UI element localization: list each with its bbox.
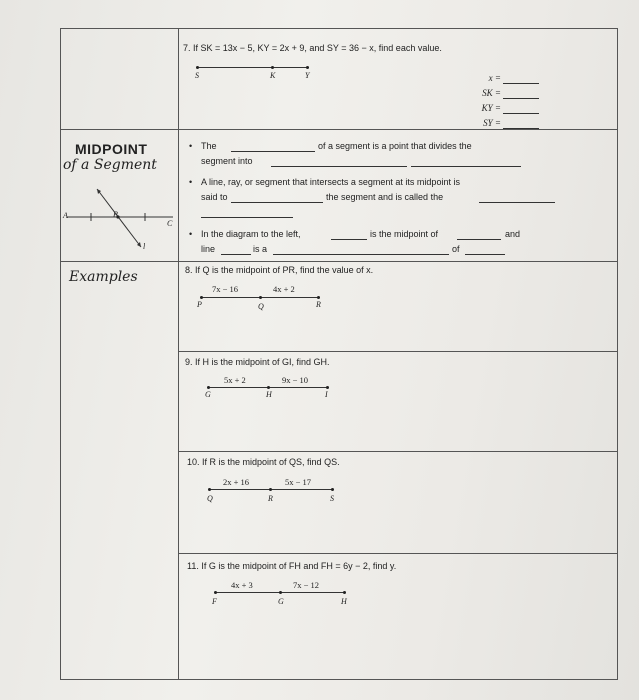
q11-point-label: G bbox=[278, 597, 284, 606]
q10-point-label: R bbox=[268, 494, 273, 503]
note-text: The bbox=[201, 141, 217, 151]
q7-answer-blank[interactable] bbox=[503, 105, 539, 114]
note-blank[interactable] bbox=[271, 158, 407, 167]
column-divider bbox=[178, 29, 179, 679]
note-blank[interactable] bbox=[221, 246, 251, 255]
note-text: line bbox=[201, 244, 216, 254]
note-blank[interactable] bbox=[457, 231, 501, 240]
row-divider bbox=[178, 451, 617, 452]
note-text: the segment and is called the bbox=[326, 192, 444, 202]
q10-point bbox=[269, 488, 272, 491]
bullet-icon: • bbox=[189, 141, 193, 151]
note-text: is a bbox=[253, 244, 268, 254]
q9-point-label: I bbox=[325, 390, 328, 399]
q9-left-expression: 5x + 2 bbox=[224, 375, 246, 385]
q9-point-label: G bbox=[205, 390, 211, 399]
q10-point bbox=[208, 488, 211, 491]
q9-prompt: 9. If H is the midpoint of GI, find GH. bbox=[185, 357, 330, 367]
note-blank[interactable] bbox=[331, 231, 367, 240]
q11-right-expression: 7x − 12 bbox=[293, 580, 320, 590]
q7-segment bbox=[197, 67, 309, 68]
q11-point-label: H bbox=[341, 597, 347, 606]
q10-point-label: Q bbox=[207, 494, 213, 503]
q9-point bbox=[207, 386, 210, 389]
worksheet-table bbox=[60, 28, 618, 680]
note-text: of a segment is a point that divides the bbox=[318, 141, 472, 151]
q8-point bbox=[317, 296, 320, 299]
q7-point-label: K bbox=[270, 71, 276, 80]
note-blank[interactable] bbox=[273, 246, 449, 255]
q7-answer-label: SK = bbox=[482, 88, 501, 98]
row-divider bbox=[61, 261, 617, 262]
examples-heading: Examples bbox=[69, 269, 138, 285]
q7-answer-blank[interactable] bbox=[503, 75, 539, 84]
bisector-diagram bbox=[61, 185, 177, 257]
q7-point bbox=[271, 66, 274, 69]
note-blank[interactable] bbox=[465, 246, 505, 255]
q9-point-label: H bbox=[266, 390, 272, 399]
row-divider bbox=[178, 553, 617, 554]
note-text: A line, ray, or segment that intersects a segment at its midpoint is bbox=[201, 177, 460, 187]
q9-point bbox=[326, 386, 329, 389]
q7-prompt: 7. If SK = 13x − 5, KY = 2x + 9, and SY = 36 − x, find each value. bbox=[183, 43, 442, 53]
q7-answer-label: SY = bbox=[483, 118, 501, 128]
q11-prompt: 11. If G is the midpoint of FH and FH = 6y − 2, find y. bbox=[187, 561, 397, 571]
row-divider bbox=[178, 351, 617, 352]
q11-point bbox=[343, 591, 346, 594]
q7-answer-label: x = bbox=[488, 73, 501, 83]
q8-point bbox=[200, 296, 203, 299]
q11-point-label: F bbox=[212, 597, 217, 606]
note-text: In the diagram to the left, bbox=[201, 229, 301, 239]
bullet-icon: • bbox=[189, 177, 193, 187]
bullet-icon: • bbox=[189, 229, 193, 239]
note-blank[interactable] bbox=[411, 158, 521, 167]
q11-left-expression: 4x + 3 bbox=[231, 580, 253, 590]
diagram-label: B bbox=[113, 210, 118, 219]
q10-point bbox=[331, 488, 334, 491]
diagram-label: A bbox=[63, 211, 68, 220]
note-blank[interactable] bbox=[201, 209, 293, 218]
note-text: and bbox=[505, 229, 521, 239]
q9-point bbox=[267, 386, 270, 389]
q8-point bbox=[259, 296, 262, 299]
q11-point bbox=[279, 591, 282, 594]
q7-point-label: S bbox=[195, 71, 199, 80]
q10-prompt: 10. If R is the midpoint of QS, find QS. bbox=[187, 457, 340, 467]
diagram-label: C bbox=[167, 219, 173, 228]
q8-prompt: 8. If Q is the midpoint of PR, find the value of x. bbox=[185, 265, 374, 275]
q8-left-expression: 7x − 16 bbox=[212, 284, 239, 294]
diagram-label: l bbox=[143, 242, 146, 251]
q10-right-expression: 5x − 17 bbox=[285, 477, 312, 487]
q11-point bbox=[214, 591, 217, 594]
section-title: MIDPOINT bbox=[75, 141, 148, 157]
q9-right-expression: 9x − 10 bbox=[282, 375, 309, 385]
q7-point bbox=[306, 66, 309, 69]
q7-answer-blank[interactable] bbox=[503, 90, 539, 99]
note-text: of bbox=[452, 244, 460, 254]
q8-point-label: P bbox=[197, 300, 202, 309]
q7-answer-label: KY = bbox=[481, 103, 501, 113]
q8-point-label: R bbox=[316, 300, 321, 309]
note-text: is the midpoint of bbox=[370, 229, 439, 239]
note-text: said to bbox=[201, 192, 228, 202]
q8-right-expression: 4x + 2 bbox=[273, 284, 295, 294]
note-blank[interactable] bbox=[479, 194, 555, 203]
q10-point-label: S bbox=[330, 494, 334, 503]
q10-left-expression: 2x + 16 bbox=[223, 477, 250, 487]
note-blank[interactable] bbox=[231, 194, 323, 203]
q8-point-label: Q bbox=[258, 302, 264, 311]
q7-answer-blank[interactable] bbox=[503, 120, 539, 129]
note-blank[interactable] bbox=[231, 143, 315, 152]
section-subtitle: of a Segment bbox=[63, 157, 157, 173]
q7-point-label: Y bbox=[305, 71, 310, 80]
note-text: segment into bbox=[201, 156, 253, 166]
q7-point bbox=[196, 66, 199, 69]
row-divider bbox=[61, 129, 617, 130]
